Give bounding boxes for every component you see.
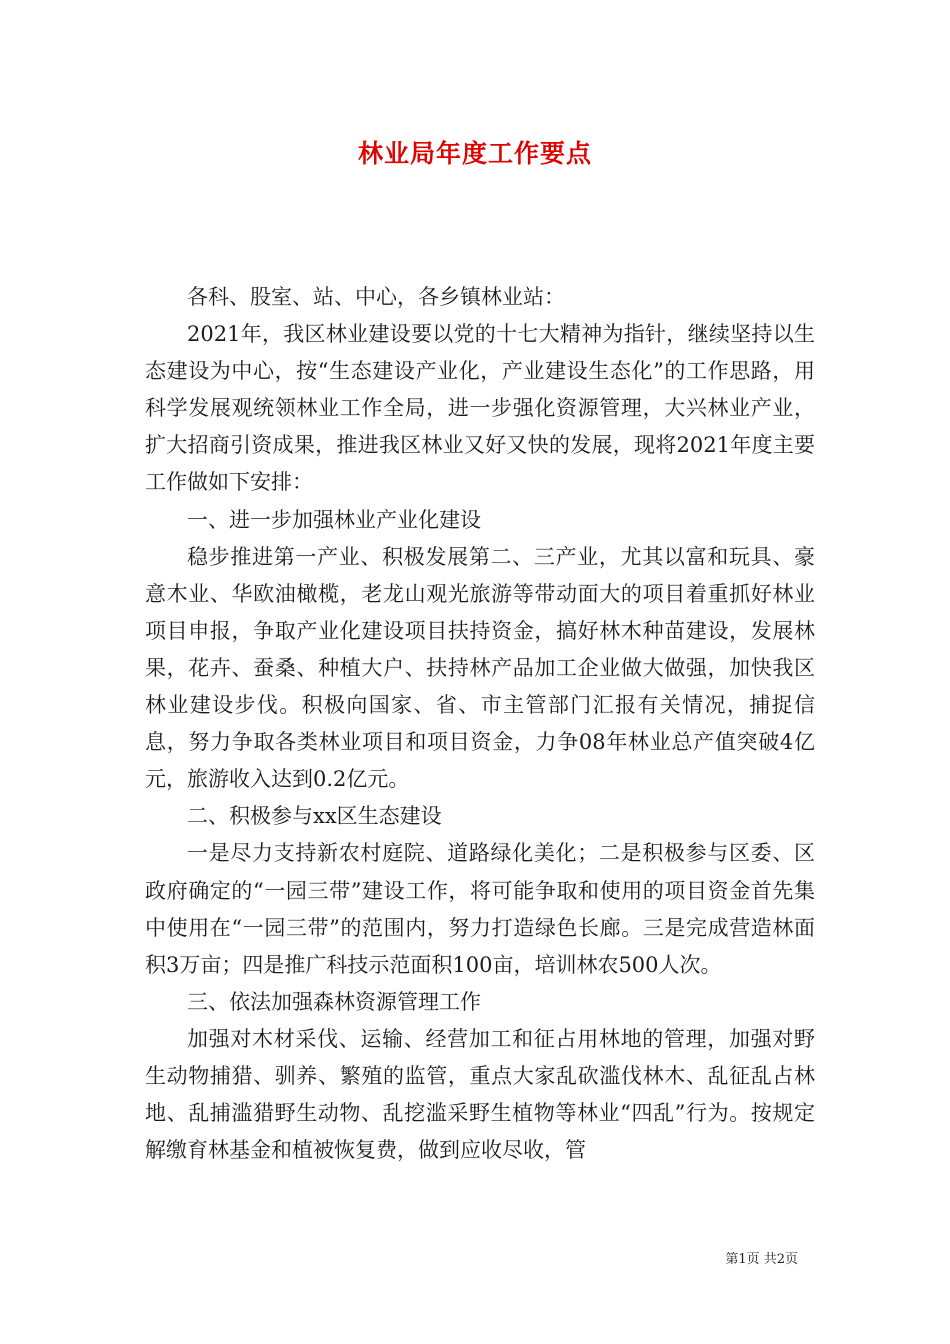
document-title: 林业局年度工作要点 <box>357 139 592 168</box>
paragraph-intro: 2021年，我区林业建设要以党的十七大精神为指针，继续坚持以生态建设为中心，按“生态建设产业化，产业建设生态化”的工作思路，用科学发展观统领林业工作全局，进一步强化资源管理，大兴林业产业，扩大招商引资成果，推进我区林业又好又快的发展，现将2021年度主要工作做如下安排： <box>145 322 815 495</box>
section-heading-3: 三、依法加强森林资源管理工作 <box>187 989 481 1014</box>
page-number: 第1页 共2页 <box>725 1252 798 1267</box>
paragraph-section-3: 加强对木材采伐、运输、经营加工和征占用林地的管理，加强对野生动物捕猎、驯养、繁殖的监管，重点大家乱砍滥伐林木、乱征乱占林地、乱捕滥猎野生动物、乱挖滥采野生植物等林业“四乱”行为。按规定解缴育林基金和植被恢复费，做到应收尽收，管 <box>145 1026 815 1163</box>
section-heading-2: 二、积极参与xx区生态建设 <box>187 804 442 829</box>
document-body <box>145 279 815 1169</box>
paragraph-section-2: 一是尽力支持新农村庭院、道路绿化美化；二是积极参与区委、区政府确定的“一园三带”建设工作，将可能争取和使用的项目资金首先集中使用在“一园三带”的范围内，努力打造绿色长廊。三是完成营造林面积3万亩；四是推广科技示范面积100亩，培训林农500人次。 <box>145 841 815 977</box>
section-heading-1: 一、进一步加强林业产业化建设 <box>187 507 481 532</box>
paragraph-section-1: 稳步推进第一产业、积极发展第二、三产业，尤其以富和玩具、豪意木业、华欧油橄榄，老龙山观光旅游等带动面大的项目着重抓好林业项目申报，争取产业化建设项目扶持资金，搞好林木种苗建设，发展林果，花卉、蚕桑、种植大户、扶持林产品加工企业做大做强，加快我区林业建设步伐。积极向国家、省、市主管部门汇报有关情况，捕捉信息，努力争取各类林业项目和项目资金，力争08年林业总产值突破4亿元，旅游收入达到0.2亿元。 <box>145 544 815 792</box>
salutation: 各科、股室、站、中心，各乡镇林业站： <box>187 285 565 309</box>
